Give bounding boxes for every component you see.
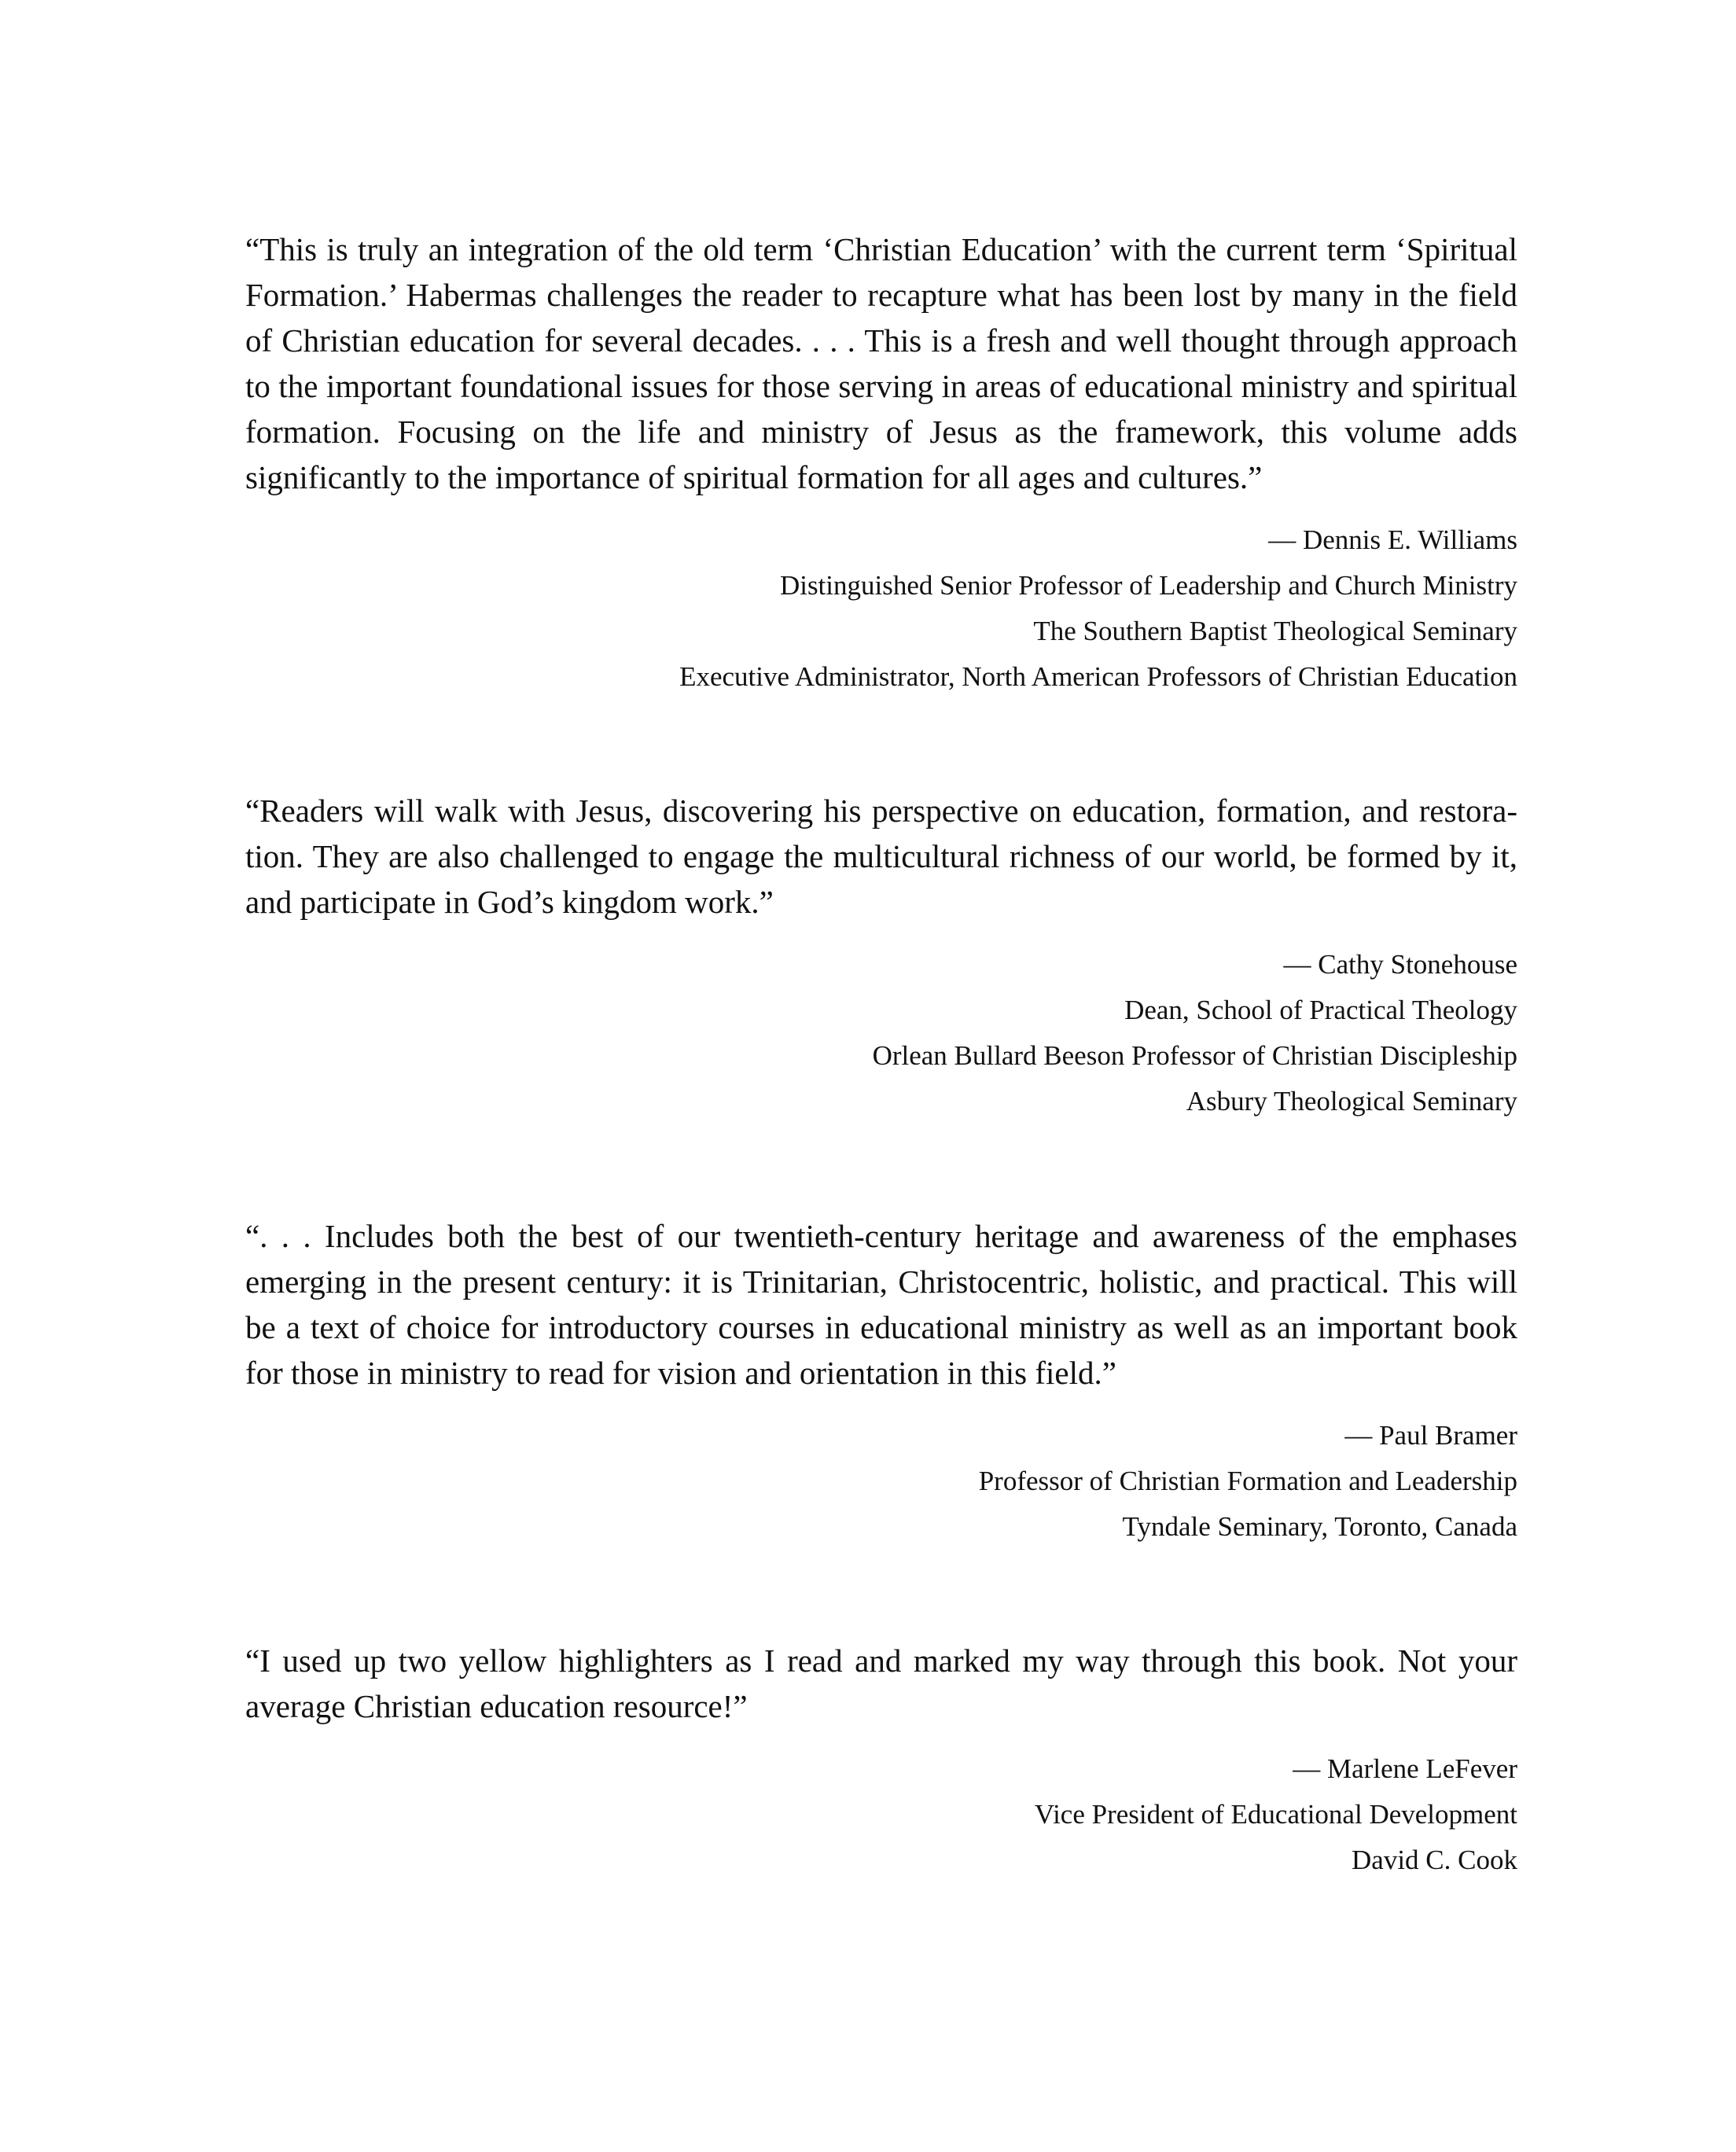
endorser-affiliation: Executive Administrator, North American Professors of Christian Education — [679, 661, 1517, 692]
endorsement-quote: “I used up two yellow highlighters as I read and marked my way through this book. Not your average Christian education resource!” — [245, 1643, 1517, 1724]
endorser-title: Vice President of Educational Development — [1034, 1799, 1517, 1830]
endorser-institution: Asbury Theological Seminary — [1186, 1086, 1517, 1116]
endorsement-quote: “. . . Includes both the best of our twentieth-century heritage and awareness of the emphases emerging in the present century: it is Trinitarian, Christocentric, holistic, and practical. This will be a text of choice for introductory courses in educational ministry as well as an important book for those in ministry to read for vision and orientation in this field.” — [245, 1218, 1517, 1391]
endorsement-attribution — [245, 942, 1517, 1124]
endorser-title: Distinguished Senior Professor of Leadership and Church Ministry — [779, 570, 1517, 601]
endorsement-stonehouse — [245, 788, 1517, 1124]
endorser-position: Orlean Bullard Beeson Professor of Christian Discipleship — [872, 1040, 1517, 1071]
endorsement-attribution — [245, 1413, 1517, 1550]
endorser-name: — Dennis E. Williams — [1268, 524, 1517, 555]
endorser-institution: David C. Cook — [1352, 1845, 1517, 1875]
endorsement-quote: “This is truly an integration of the old term ‘Christian Education’ with the current term ‘Spiritual Formation.’ Habermas challenges the reader to recapture what has been lost by many in the field of Christian education for several decades. . . . This is a fresh and well thought through approach to the important foundational issues for those serving in areas of educational ministry and spiritual formation. Focusing on the life and ministry of Jesus as the framework, this volume adds significantly to the importance of spiritual formation for all ages and cultures.” — [245, 231, 1517, 495]
endorsement-bramer — [245, 1213, 1517, 1550]
endorser-title: Dean, School of Practical Theology — [1124, 995, 1517, 1025]
endorsement-quote: “Readers will walk with Jesus, discovering his perspective on education, formation, and restoration. They are also challenged to engage the multicultural richness of our world, be formed by it, and participate in God’s kingdom work.” — [245, 793, 1517, 920]
endorser-name: — Cathy Stonehouse — [1283, 949, 1517, 980]
endorsement-attribution — [245, 1746, 1517, 1883]
endorser-name: — Paul Bramer — [1344, 1420, 1517, 1451]
endorsement-attribution — [245, 517, 1517, 700]
endorsement-lefever — [245, 1638, 1517, 1883]
endorser-title: Professor of Christian Formation and Leadership — [978, 1466, 1517, 1496]
endorser-institution: Tyndale Seminary, Toronto, Canada — [1122, 1511, 1517, 1542]
endorser-name: — Marlene LeFever — [1293, 1753, 1517, 1784]
endorser-institution: The Southern Baptist Theological Seminary — [1033, 616, 1517, 646]
endorsement-williams — [245, 226, 1517, 700]
